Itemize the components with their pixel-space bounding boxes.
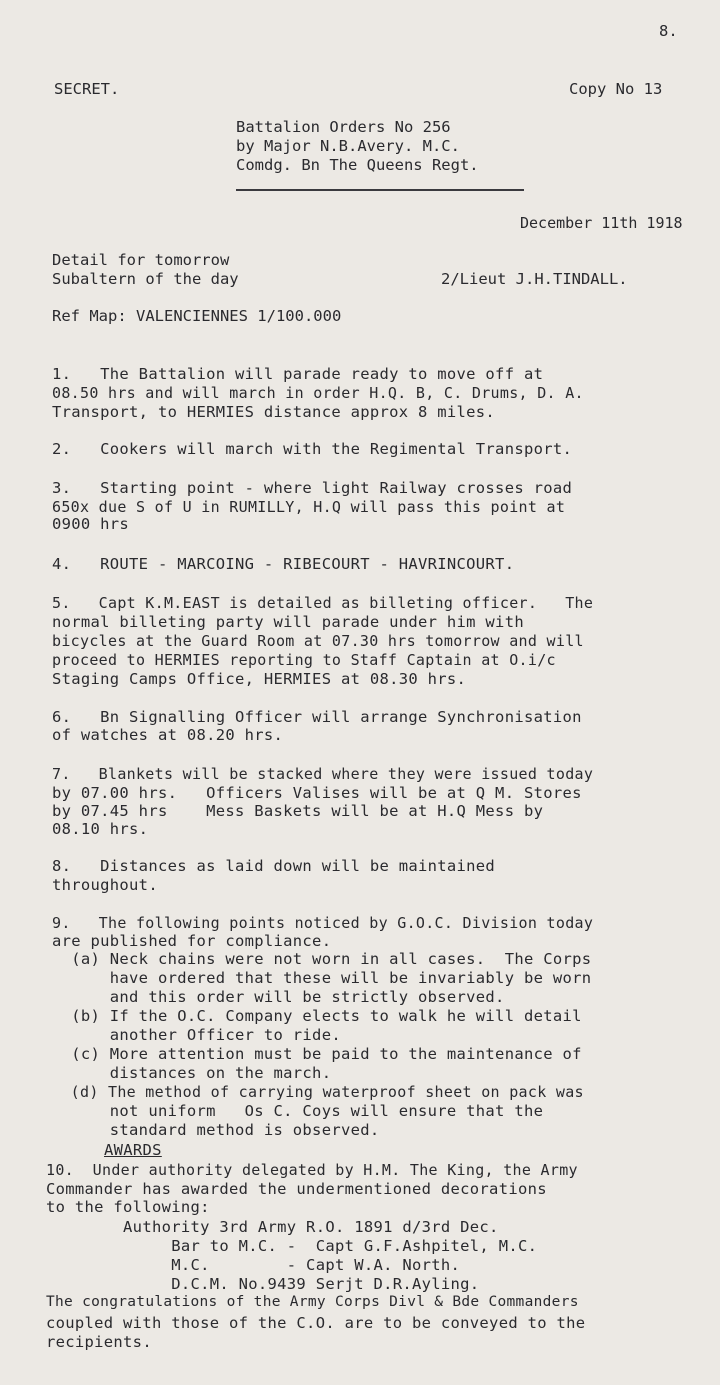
awards-line: 10. Under authority delegated by H.M. The King, the Army	[46, 1161, 578, 1179]
order-9-line: 9. The following points noticed by G.O.C. Division today	[52, 914, 594, 932]
order-5-line: normal billeting party will parade under him with	[52, 613, 524, 631]
order-7-line: 08.10 hrs.	[52, 820, 149, 838]
awards-line: The congratulations of the Army Corps Divl & Bde Commanders	[46, 1294, 579, 1310]
order-5-line: Staging Camps Office, HERMIES at 08.30 hrs.	[52, 670, 467, 688]
detail-line-2-value: 2/Lieut J.H.TINDALL.	[441, 270, 628, 288]
page-number: 8.	[659, 22, 678, 40]
detail-line-1: Detail for tomorrow	[52, 251, 230, 269]
order-7-line: by 07.45 hrs Mess Baskets will be at H.Q Mess by	[52, 802, 544, 820]
order-6-line: 6. Bn Signalling Officer will arrange Synchronisation	[52, 708, 582, 726]
order-9-line: not uniform Os C. Coys will ensure that the	[52, 1102, 544, 1120]
awards-line: coupled with those of the C.O. are to be conveyed to the	[46, 1314, 586, 1332]
title-line-3: Comdg. Bn The Queens Regt.	[236, 156, 479, 174]
awards-line: D.C.M. No.9439 Serjt D.R.Ayling.	[46, 1275, 480, 1293]
ref-map: Ref Map: VALENCIENNES 1/100.000	[52, 307, 342, 325]
awards-line: recipients.	[46, 1333, 152, 1351]
order-1-line: 08.50 hrs and will march in order H.Q. B, C. Drums, D. A.	[52, 384, 584, 402]
order-9-line: distances on the march.	[52, 1064, 332, 1082]
order-8-line: 8. Distances as laid down will be maintained	[52, 857, 496, 875]
order-9-line: (b) If the O.C. Company elects to walk he will detail	[52, 1007, 582, 1025]
order-9-line: and this order will be strictly observed.	[52, 988, 505, 1006]
order-3-line: 650x due S of U in RUMILLY, H.Q will pass this point at	[52, 498, 566, 516]
order-1-line: Transport, to HERMIES distance approx 8 miles.	[52, 403, 496, 421]
order-7-line: 7. Blankets will be stacked where they were issued today	[52, 765, 594, 783]
classification: SECRET.	[54, 80, 120, 98]
order-6-line: of watches at 08.20 hrs.	[52, 726, 284, 744]
order-4-line: 4. ROUTE - MARCOING - RIBECOURT - HAVRINCOURT.	[52, 555, 515, 573]
order-3-line: 3. Starting point - where light Railway crosses road	[52, 479, 573, 497]
order-5-line: 5. Capt K.M.EAST is detailed as billeting officer. The	[52, 594, 594, 612]
title-line-1: Battalion Orders No 256	[236, 118, 451, 136]
copy-number: Copy No 13	[569, 80, 663, 98]
order-1-line: 1. The Battalion will parade ready to move off at	[52, 365, 544, 383]
order-9-line: another Officer to ride.	[52, 1026, 341, 1044]
order-5-line: proceed to HERMIES reporting to Staff Captain at O.i/c	[52, 651, 556, 669]
order-9-line: are published for compliance.	[52, 932, 332, 950]
order-7-line: by 07.00 hrs. Officers Valises will be at Q M. Stores	[52, 784, 582, 802]
date: December 11th 1918	[520, 214, 683, 232]
order-9-line: (c) More attention must be paid to the maintenance of	[52, 1045, 582, 1063]
order-9-line: have ordered that these will be invariably be worn	[52, 969, 592, 987]
title-rule	[236, 189, 524, 191]
order-3-line: 0900 hrs	[52, 515, 130, 533]
order-9-line: (d) The method of carrying waterproof sheet on pack was	[52, 1083, 584, 1101]
awards-heading: AWARDS	[104, 1141, 162, 1159]
awards-line: to the following:	[46, 1198, 210, 1216]
order-5-line: bicycles at the Guard Room at 07.30 hrs tomorrow and will	[52, 632, 584, 650]
order-8-line: throughout.	[52, 876, 158, 894]
detail-line-2-label: Subaltern of the day	[52, 270, 239, 288]
awards-line: Bar to M.C. - Capt G.F.Ashpitel, M.C.	[46, 1237, 538, 1255]
order-2-line: 2. Cookers will march with the Regimental Transport.	[52, 440, 573, 458]
order-9-line: (a) Neck chains were not worn in all cases. The Corps	[52, 950, 592, 968]
awards-line: M.C. - Capt W.A. North.	[46, 1256, 461, 1274]
order-9-line: standard method is observed.	[52, 1121, 380, 1139]
title-line-2: by Major N.B.Avery. M.C.	[236, 137, 460, 155]
awards-line: Authority 3rd Army R.O. 1891 d/3rd Dec.	[46, 1218, 499, 1236]
awards-line: Commander has awarded the undermentioned decorations	[46, 1180, 547, 1198]
